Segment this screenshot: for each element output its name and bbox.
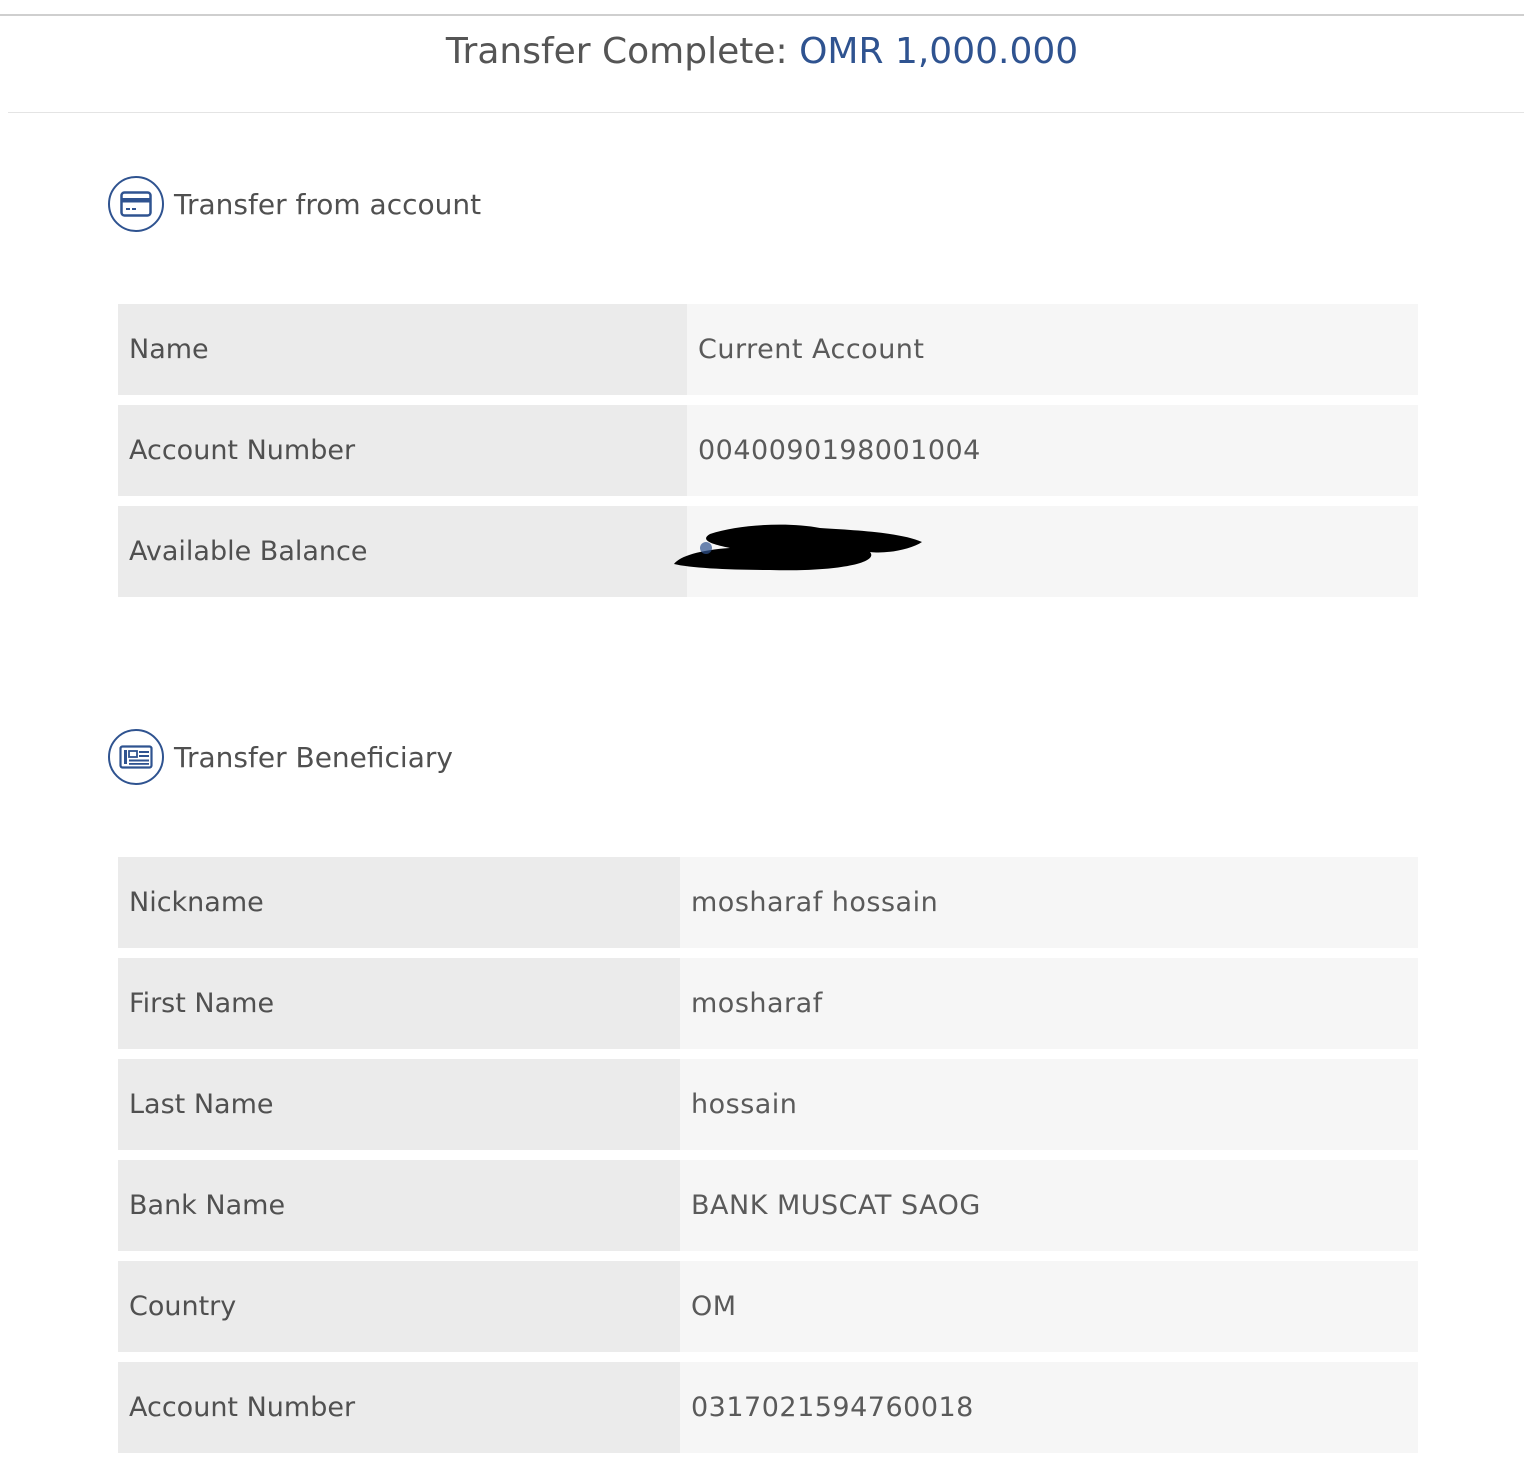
row-value: OM: [680, 1261, 1418, 1352]
table-row: [118, 958, 1418, 1049]
row-label: Bank Name: [118, 1160, 680, 1251]
row-label: Last Name: [118, 1059, 680, 1150]
row-label: First Name: [118, 958, 680, 1049]
row-value: mosharaf: [680, 958, 1418, 1049]
table-row: [118, 857, 1418, 948]
beneficiary-table: [118, 857, 1418, 1463]
header-divider: [8, 112, 1524, 113]
row-label: Account Number: [118, 1362, 680, 1453]
table-row: [118, 1160, 1418, 1251]
table-row: [118, 1059, 1418, 1150]
transfer-amount: OMR 1,000.000: [799, 31, 1079, 72]
row-value: 0040090198001004: [687, 405, 1418, 496]
row-label: Country: [118, 1261, 680, 1352]
balance-redaction-scribble: [670, 520, 926, 576]
row-value: 0317021594760018: [680, 1362, 1418, 1453]
header-title: Transfer Complete:: [445, 31, 788, 72]
row-label: Available Balance: [118, 506, 687, 597]
section-transfer-from-account: [108, 174, 481, 234]
row-value: BANK MUSCAT SAOG: [680, 1160, 1418, 1251]
table-row: [118, 1261, 1418, 1352]
row-label: Name: [118, 304, 687, 395]
row-label: Account Number: [118, 405, 687, 496]
section-title-from-account: Transfer from account: [174, 187, 482, 221]
section-transfer-beneficiary: [108, 727, 453, 787]
top-divider: [0, 14, 1524, 16]
credit-card-icon: [108, 176, 164, 232]
beneficiary-card-icon: [108, 729, 164, 785]
row-value: hossain: [680, 1059, 1418, 1150]
table-row: [118, 1362, 1418, 1453]
transfer-complete-header: [0, 22, 1524, 82]
row-label: Nickname: [118, 857, 680, 948]
table-row: [118, 304, 1418, 395]
row-value: mosharaf hossain: [680, 857, 1418, 948]
section-title-beneficiary: Transfer Beneficiary: [174, 740, 453, 774]
table-row: [118, 405, 1418, 496]
row-value: Current Account: [687, 304, 1418, 395]
